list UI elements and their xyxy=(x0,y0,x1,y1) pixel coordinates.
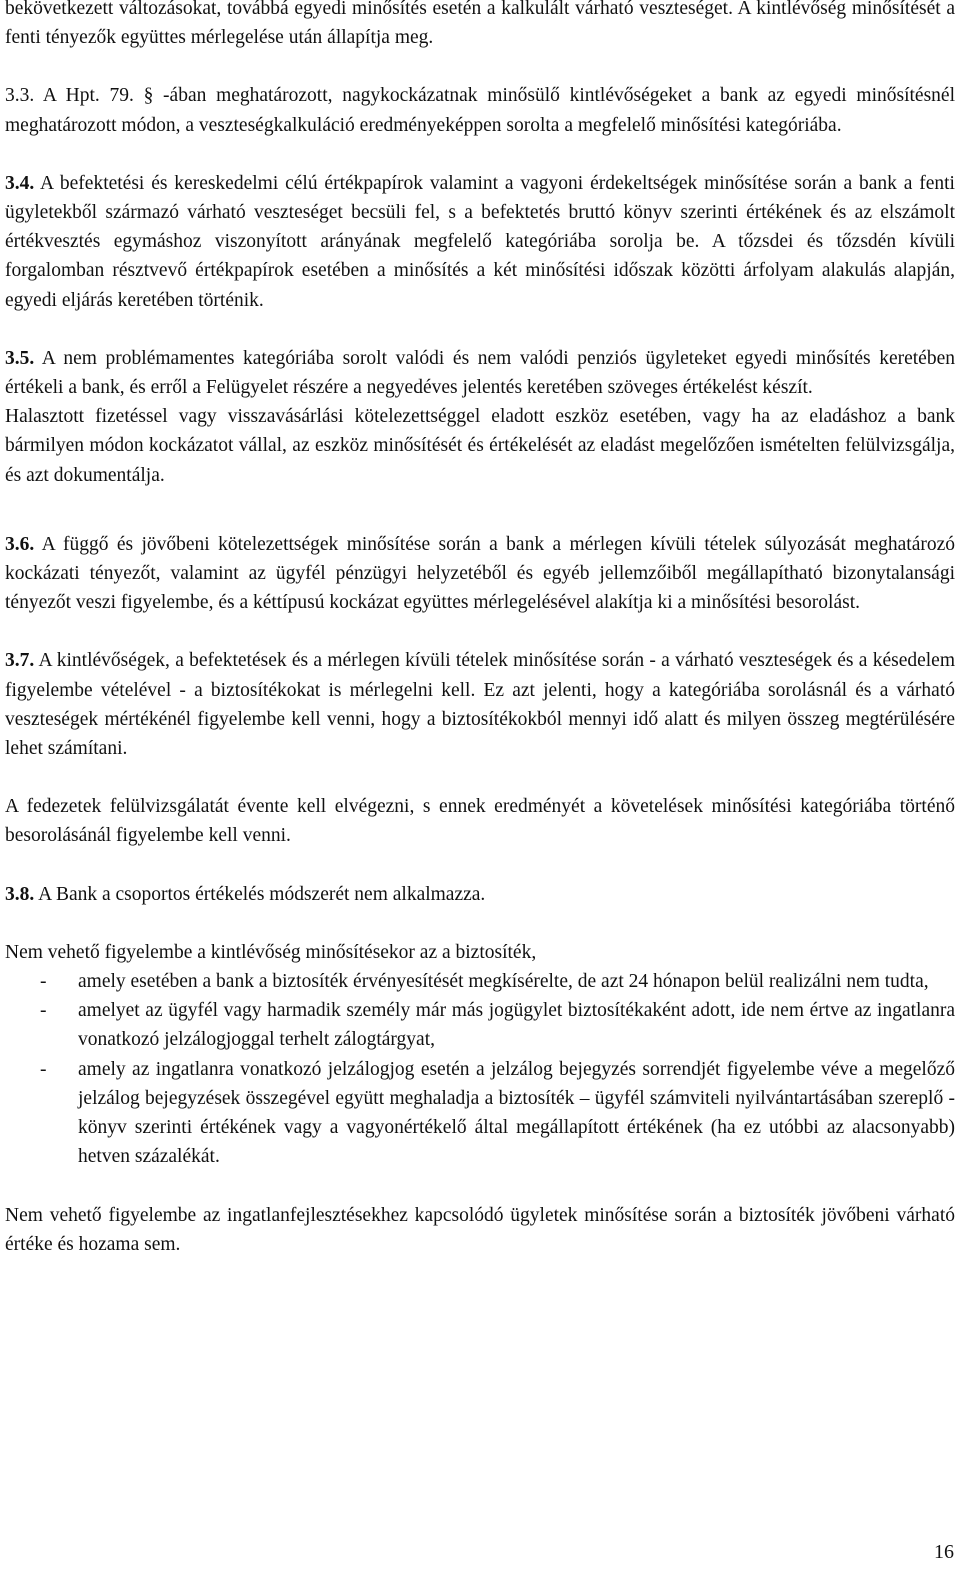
list-intro: Nem vehető figyelembe a kintlévőség minősítésekor az a biztosíték, xyxy=(5,941,537,963)
list-item xyxy=(5,1055,955,1172)
section-text: A Hpt. 79. § -ában meghatározott, nagykockázatnak minősülő kintlévőségeket a bank az egyedi minősítésnél meghatározott módon, a veszteségkalkuláció eredményeképpen sorolta a megfelelő minősítési kategóriába. xyxy=(5,85,955,136)
section-3-7 xyxy=(5,646,955,763)
section-text: A befektetési és kereskedelmi célú értékpapírok valamint a vagyoni érdekeltségek minősítése során a bank a fenti ügyletekből származó várható veszteséget becsüli fel, s a befektetés bruttó könyv szerinti értékének és az elszámolt értékvesztés egymáshoz viszonyított arányának megfelelő kategóriába sorolja be. A tőzsdei és tőzsdén kívüli forgalomban résztvevő értékpapírok esetében a minősítés a két minősítési időszak közötti árfolyam alakulás alapján, egyedi eljárás keretében történik. xyxy=(5,172,955,311)
section-3-5 xyxy=(5,344,955,402)
section-number: 3.8. xyxy=(5,883,35,905)
list-item-text: amely az ingatlanra vonatkozó jelzálogjog esetén a jelzálog bejegyzés sorrendjét figyelembe véve a megelőző jelzálog bejegyzések összegével együtt meghaladja a biztosíték – ügyfél számviteli nyilvántartásában szereplő - könyv szerinti értékének vagy a vagyonértékelő által megállapított értékének (ha ez utóbbi az alacsonyabb) hetven százalékát. xyxy=(78,1058,955,1168)
list-item xyxy=(5,967,955,996)
section-number: 3.3. xyxy=(5,85,35,107)
section-3-8 xyxy=(5,880,955,909)
dash-bullet: - xyxy=(40,971,47,993)
section-text: A függő és jövőbeni kötelezettségek minősítése során a bank a mérlegen kívüli tételek súlyozását meghatározó kockázati tényezőt, valamint az ügyfél pénzügyi helyzetéből és egyéb jellemzőiből megállapítható bizonytalansági tényezőt veszi figyelembe, és a kéttípusú kockázat együttes mérlegelésével alakítja ki a minősítési besorolást. xyxy=(5,533,955,614)
dash-bullet: - xyxy=(40,1000,47,1022)
section-3-6 xyxy=(5,530,955,618)
section-number: 3.6. xyxy=(5,533,35,555)
section-number: 3.5. xyxy=(5,347,35,369)
section-3-7-continued: A fedezetek felülvizsgálatát évente kell elvégezni, s ennek eredményét a követelések minősítési kategóriába történő besorolásánál figyelembe kell venni. xyxy=(5,796,955,847)
section-3-5-continued: Halasztott fizetéssel vagy visszavásárlási kötelezettséggel eladott eszköz esetében, vagy ha az eladáshoz a bank bármilyen módon kockázatot vállal, az eszköz minősítését és értékelését az eladást megelőzően ismételten felülvizsgálja, és azt dokumentálja. xyxy=(5,406,955,486)
paragraph-final: Nem vehető figyelembe az ingatlanfejlesztésekhez kapcsolódó ügyletek minősítése során a biztosíték jövőbeni várható értéke és hozama sem. xyxy=(5,1204,955,1255)
section-number: 3.4. xyxy=(5,172,35,194)
list-item-text: amely esetében a bank a biztosíték érvényesítését megkísérelte, de azt 24 hónapon belül realizálni nem tudta, xyxy=(78,971,929,993)
list-item xyxy=(5,996,955,1054)
collateral-exclusion-list xyxy=(5,967,955,1171)
paragraph-intro: bekövetkezett változásokat, továbbá egyedi minősítés esetén a kalkulált várható veszteséget. A kintlévőség minősítését a fenti tényezők együttes mérlegelése után állapítja meg. xyxy=(5,0,955,49)
list-item-text: amelyet az ügyfél vagy harmadik személy már más jogügylet biztosítékaként adott, ide nem értve az ingatlanra vonatkozó jelzálogjoggal terhelt zálogtárgyat, xyxy=(78,1000,955,1051)
document-page xyxy=(5,0,955,1259)
section-number: 3.7. xyxy=(5,650,35,672)
section-3-3 xyxy=(5,81,955,139)
section-text: A kintlévőségek, a befektetések és a mérlegen kívüli tételek minősítése során - a várható veszteségek és a késedelem figyelembe vételével - a biztosítékokat is mérlegelni kell. Ez azt jelenti, hogy a kategóriába sorolásnál és a várható veszteségek mértékénél figyelembe kell venni, hogy a biztosítékokból mennyi idő alatt és milyen összeg megtérülésére lehet számítani. xyxy=(5,650,955,760)
section-text: A Bank a csoportos értékelés módszerét nem alkalmazza. xyxy=(38,883,486,905)
dash-bullet: - xyxy=(40,1058,47,1080)
section-text: A nem problémamentes kategóriába sorolt valódi és nem valódi penziós ügyleteket egyedi minősítés keretében értékeli a bank, és erről a Felügyelet részére a negyedéves jelentés keretében szöveges értékelést készít. xyxy=(5,347,955,399)
page-number: 16 xyxy=(934,1541,954,1563)
section-3-4 xyxy=(5,169,955,315)
